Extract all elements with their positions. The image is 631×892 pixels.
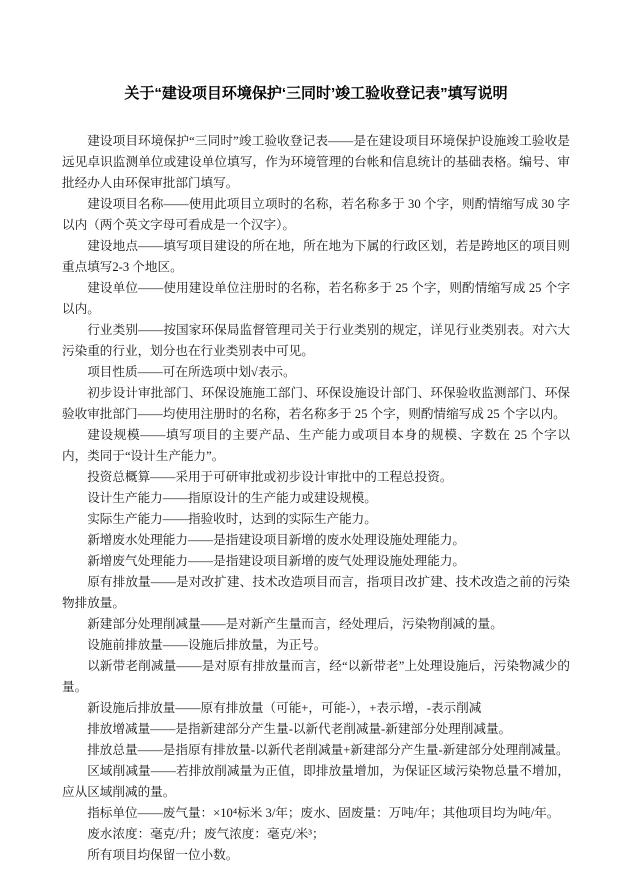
paragraph: 新增废气处理能力——是指建设项目新增的废气处理设施处理能力。 — [87, 554, 465, 568]
page-title: 关于“建设项目环境保护‘三同时’竣工验收登记表”填写说明 — [124, 85, 508, 102]
paragraph: 建设项目环境保护“三同时”竣工验收登记表——是在建设项目环境保护设施竣工验收是远见卓识监测单位或建设单位填写，作为环境管理的台帐和信息统计的基础表格。编号、审批经办人由环保审批部门填写。 — [62, 134, 570, 190]
paragraph: 区域削减量——若排放削减量为正值，即排放量增加，为保证区域污染物总量不增加，应从区域削减的量。 — [62, 764, 570, 799]
paragraph: 新设施后排放量——原有排放量（可能+，可能-），+表示增，-表示削减 — [87, 701, 482, 715]
paragraph: 投资总概算——采用于可研审批或初步设计审批中的工程总投资。 — [87, 470, 453, 484]
paragraph: 初步设计审批部门、环保设施施工部门、环保设施设计部门、环保验收监测部门、环保验收审批部门——均使用注册时的名称，若名称多于 25 个字，则酌情缩写成 25 个字以内。 — [62, 386, 570, 421]
paragraph: 排放总量——是指原有排放量-以新代老削减量+新建部分产生量-新建部分处理削减量。 — [87, 743, 569, 757]
paragraph: 所有项目均保留一位小数。 — [87, 848, 239, 862]
paragraph: 原有排放量——是对改扩建、技术改造项目而言，指项目改扩建、技术改造之前的污染物排放量。 — [62, 575, 570, 610]
paragraph: 以新带老削减量——是对原有排放量而言，经“以新带老”上处理设施后，污染物减少的量。 — [62, 659, 570, 694]
paragraph: 建设地点——填写项目建设的所在地，所在地为下属的行政区划，若是跨地区的项目则重点填写2-3 个地区。 — [62, 239, 570, 274]
document-body — [62, 131, 570, 866]
paragraph: 建设单位——使用建设单位注册时的名称，若名称多于 25 个字，则酌情缩写成 25 个字以内。 — [62, 281, 570, 316]
paragraph: 实际生产能力——指验收时，达到的实际生产能力。 — [87, 512, 377, 526]
paragraph: 设施前排放量——设施后排放量，为正号。 — [87, 638, 327, 652]
paragraph: 项目性质——可在所选项中划√表示。 — [87, 365, 296, 379]
paragraph: 设计生产能力——指原设计的生产能力或建设规模。 — [87, 491, 377, 505]
paragraph: 排放增减量——是指新建部分产生量-以新代老削减量-新建部分处理削减量。 — [87, 722, 512, 736]
paragraph: 废水浓度：毫克/升；废气浓度：毫克/米³； — [87, 827, 325, 841]
paragraph: 新建部分处理削减量——是对新产生量而言，经处理后，污染物削减的量。 — [87, 617, 503, 631]
paragraph: 建设项目名称——使用此项目立项时的名称，若名称多于 30 个字，则酌情缩写成 30 字以内（两个英文字母可看成是一个汉字）。 — [62, 197, 570, 232]
paragraph: 新增废水处理能力——是指建设项目新增的废水处理设施处理能力。 — [87, 533, 465, 547]
paragraph: 指标单位——废气量：×10⁴标米 3/年；废水、固废量：万吨/年；其他项目均为吨/年。 — [87, 806, 560, 820]
paragraph: 建设规模——填写项目的主要产品、生产能力或项目本身的规模、字数在 25 个字以内，类同于“设计生产能力”。 — [62, 428, 570, 463]
paragraph: 行业类别——按国家环保局监督管理司关于行业类别的规定，详见行业类别表。对六大污染重的行业，划分也在行业类别表中可见。 — [62, 323, 570, 358]
